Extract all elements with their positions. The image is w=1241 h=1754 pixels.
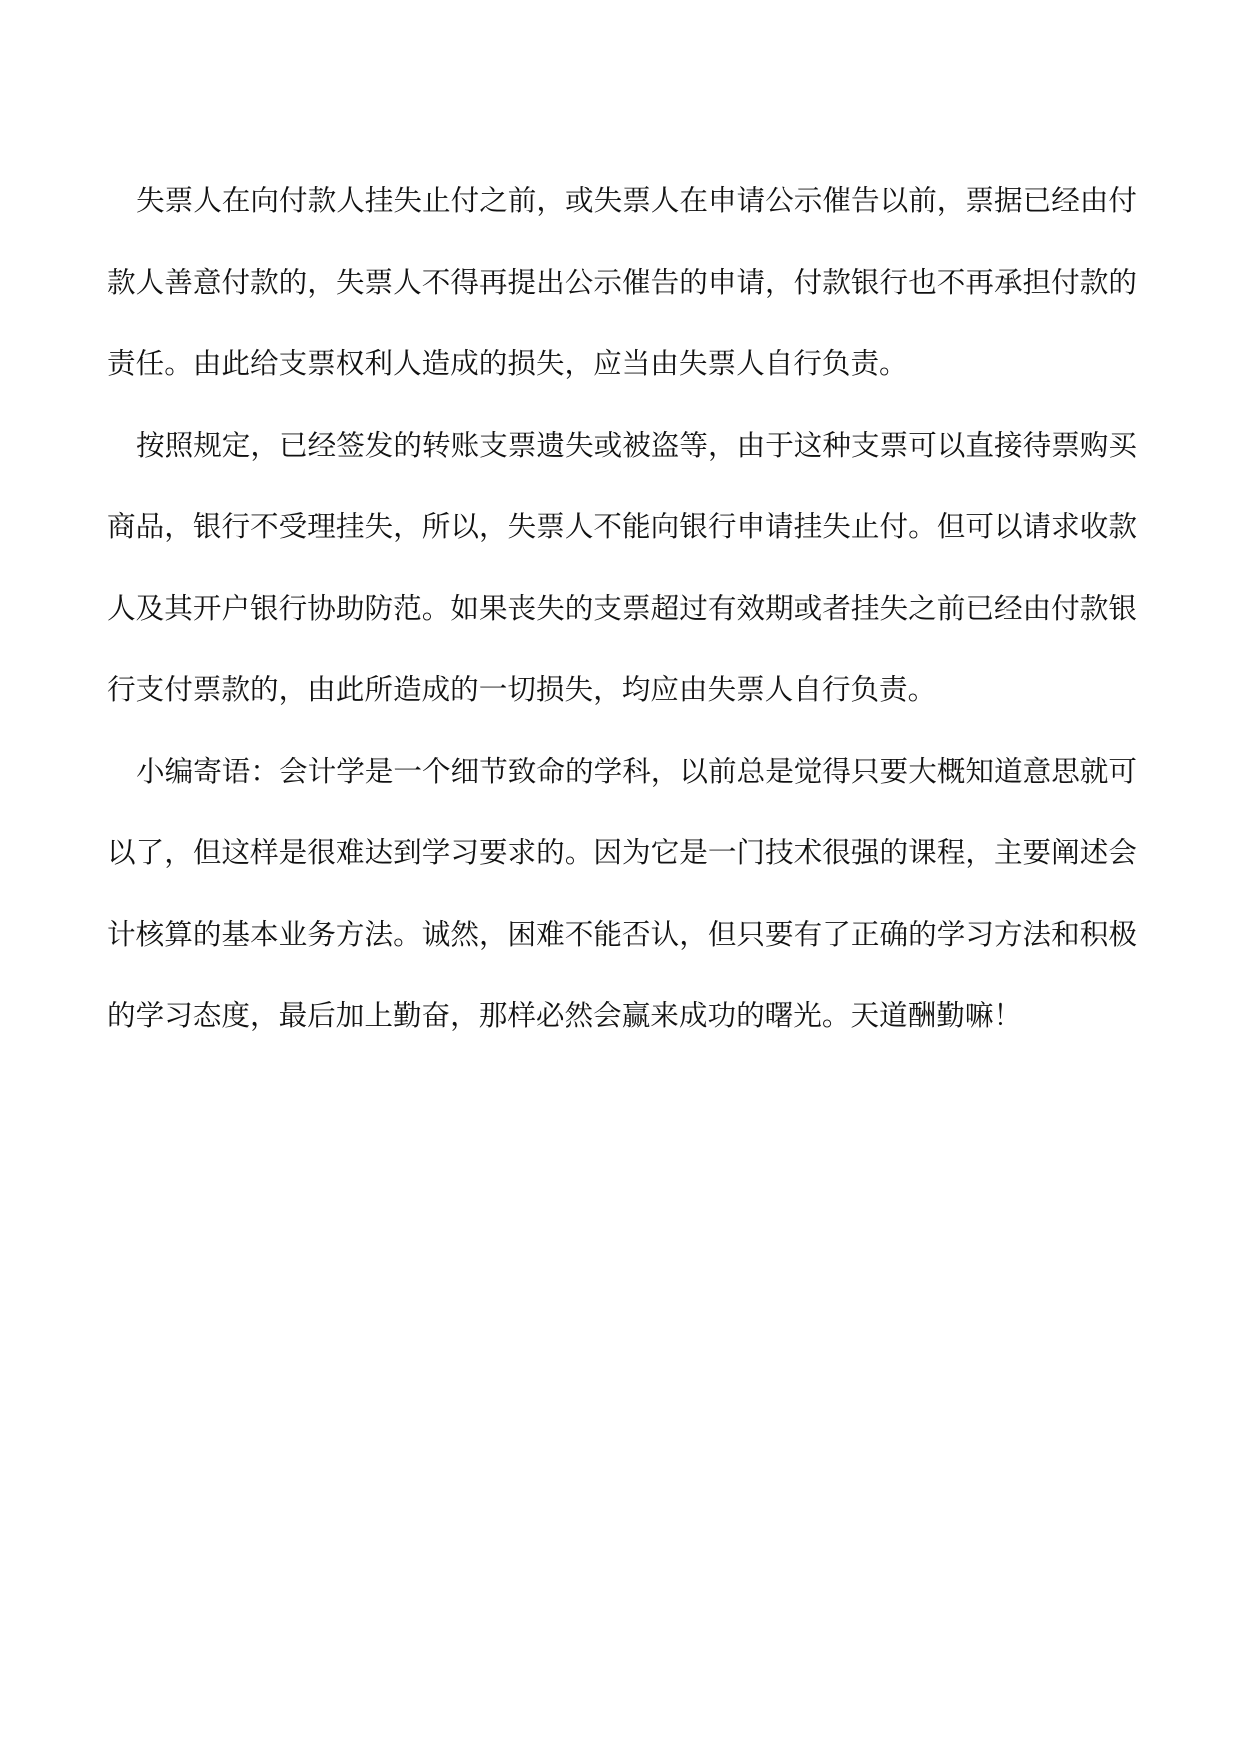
document-body bbox=[107, 160, 1137, 1057]
paragraph-transfer-check-rules: 按照规定，已经签发的转账支票遗失或被盗等，由于这种支票可以直接待票购买商品，银行不受理挂失，所以，失票人不能向银行申请挂失止付。但可以请求收款人及其开户银行协助防范。如果丧失的支票超过有效期或者挂失之前已经由付款银行支付票款的，由此所造成的一切损失，均应由失票人自行负责。 bbox=[107, 427, 1137, 706]
paragraph-editor-note: 小编寄语：会计学是一个细节致命的学科，以前总是觉得只要大概知道意思就可以了，但这样是很难达到学习要求的。因为它是一门技术很强的课程，主要阐述会计核算的基本业务方法。诚然，困难不能否认，但只要有了正确的学习方法和积极的学习态度，最后加上勤奋，那样必然会赢来成功的曙光。天道酬勤嘛！ bbox=[107, 753, 1137, 1032]
paragraph-lost-check-liability: 失票人在向付款人挂失止付之前，或失票人在申请公示催告以前，票据已经由付款人善意付款的，失票人不得再提出公示催告的申请，付款银行也不再承担付款的责任。由此给支票权利人造成的损失，应当由失票人自行负责。 bbox=[107, 183, 1137, 380]
